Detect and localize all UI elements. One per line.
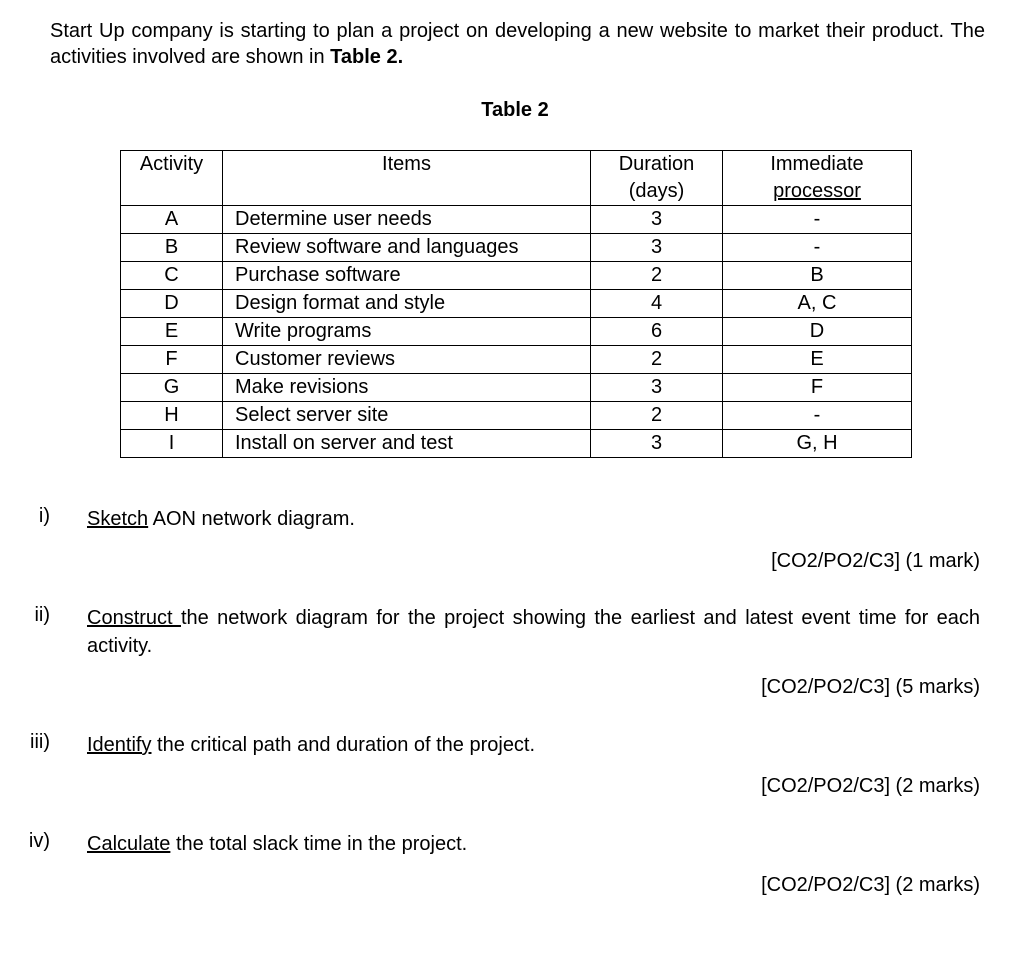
header-items: Items [223,151,591,206]
intro-table-ref: Table 2. [330,46,404,68]
question-4-marks: [CO2/PO2/C3] (2 marks) [761,874,980,896]
cell-activity: G [121,374,223,402]
question-3-marks: [CO2/PO2/C3] (2 marks) [761,775,980,797]
cell-duration: 4 [591,290,723,318]
table-row [121,346,912,374]
activities-table [120,150,912,458]
question-text [87,731,980,759]
header-activity: Activity [121,151,223,206]
table-row [121,430,912,458]
cell-activity: A [121,206,223,234]
question-verb: Identify [87,734,152,756]
cell-predecessor: A, C [723,290,912,318]
table-row [121,374,912,402]
cell-predecessor: - [723,234,912,262]
cell-predecessor: F [723,374,912,402]
cell-item: Purchase software [223,262,591,290]
cell-predecessor: - [723,206,912,234]
question-verb: Calculate [87,833,171,855]
question-number: i) [38,505,50,527]
question-text [87,830,980,858]
cell-predecessor: B [723,262,912,290]
header-predecessor-line1: Immediate [770,153,864,175]
question-text [87,505,980,533]
cell-activity: F [121,346,223,374]
question-1-marks: [CO2/PO2/C3] (1 mark) [771,550,980,572]
header-predecessor-line2: processor [773,180,861,202]
cell-duration: 3 [591,374,723,402]
table-title: Table 2 [481,99,549,121]
cell-activity: B [121,234,223,262]
cell-item: Review software and languages [223,234,591,262]
cell-predecessor: - [723,402,912,430]
cell-item: Write programs [223,318,591,346]
cell-duration: 2 [591,262,723,290]
cell-predecessor: D [723,318,912,346]
cell-item: Select server site [223,402,591,430]
question-verb: Construct [87,607,181,629]
header-duration-line2: (days) [628,180,685,202]
cell-item: Install on server and test [223,430,591,458]
cell-predecessor: G, H [723,430,912,458]
table-row [121,318,912,346]
cell-activity: H [121,402,223,430]
question-2-marks: [CO2/PO2/C3] (5 marks) [761,676,980,698]
cell-item: Design format and style [223,290,591,318]
question-text [87,604,980,660]
cell-activity: I [121,430,223,458]
cell-predecessor: E [723,346,912,374]
cell-item: Customer reviews [223,346,591,374]
cell-item: Make revisions [223,374,591,402]
question-rest: the network diagram for the project showing the earliest and latest event time for each activity. [87,607,980,657]
question-number: iii) [30,731,50,753]
header-predecessor [723,151,912,206]
question-rest: the critical path and duration of the project. [151,734,536,756]
cell-duration: 3 [591,430,723,458]
cell-activity: C [121,262,223,290]
table-header-row [121,151,912,206]
header-duration [591,151,723,206]
cell-duration: 3 [591,206,723,234]
question-number: iv) [28,830,50,852]
question-number: ii) [34,604,50,626]
cell-duration: 3 [591,234,723,262]
header-duration-line1: Duration [618,153,695,175]
table-row [121,402,912,430]
question-rest: the total slack time in the project. [170,833,468,855]
question-verb: Sketch [87,508,149,530]
cell-duration: 2 [591,346,723,374]
table-row [121,262,912,290]
cell-activity: E [121,318,223,346]
cell-duration: 2 [591,402,723,430]
table-row [121,290,912,318]
table-row [121,234,912,262]
cell-activity: D [121,290,223,318]
cell-item: Determine user needs [223,206,591,234]
intro-paragraph [50,18,985,70]
table-row [121,206,912,234]
cell-duration: 6 [591,318,723,346]
intro-text: Start Up company is starting to plan a project on developing a new website to market their product. The activities involved are shown in [50,20,985,68]
question-rest: AON network diagram. [148,508,355,530]
